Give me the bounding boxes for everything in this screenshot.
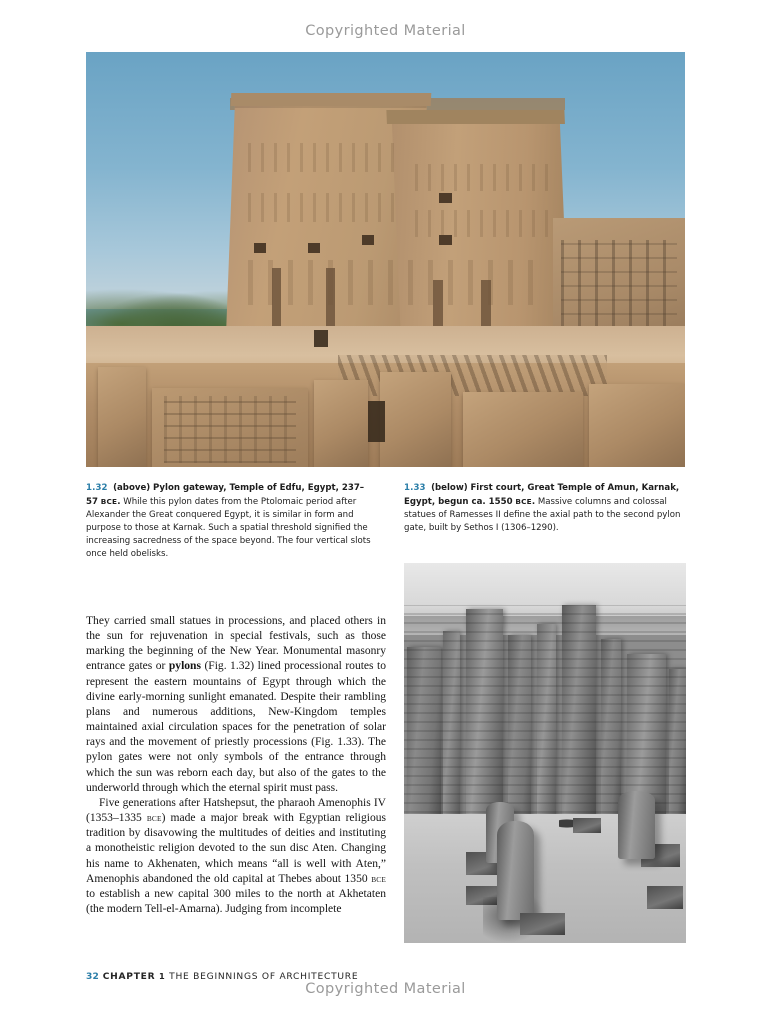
- photo-carved-panel: [164, 396, 296, 462]
- photo-ruin-block: [463, 392, 583, 467]
- photo-bw-column: [537, 624, 557, 844]
- figure-number-1-33: 1.33: [404, 483, 426, 493]
- photo-bw-column: [627, 654, 666, 814]
- photo-ruin-block: [380, 372, 452, 467]
- photo-bw-column: [407, 647, 441, 829]
- photo-pylon-window: [362, 235, 375, 245]
- figure-headline-1-33: First court, Great Temple of Amun, Karnak, Egypt, begun ca. 1550: [404, 483, 680, 508]
- body-era-2: BCE: [371, 874, 386, 884]
- body-text-column: [86, 614, 386, 917]
- footer-chapter-number: 1: [159, 971, 166, 981]
- photo-pylon-window: [439, 235, 452, 245]
- figure-headline-1-32: Pylon gateway, Temple of Edfu, Egypt, 237–57: [86, 483, 365, 508]
- photo-pylon-window: [439, 193, 452, 203]
- photo-relief-band: [415, 210, 553, 237]
- photo-pylon-window: [254, 243, 267, 253]
- figure-position-note-1-32: (above): [113, 483, 151, 493]
- figure-era-trailer-1-33: .: [531, 497, 536, 508]
- photo-bw-column: [669, 669, 686, 813]
- photo-bw-sky: [404, 563, 686, 624]
- photo-rubble: [338, 355, 608, 397]
- photo-ruin-block: [314, 380, 368, 467]
- footer-chapter-label: CHAPTER: [102, 972, 156, 982]
- photo-doorway: [314, 330, 328, 347]
- copyright-watermark-top: Copyrighted Material: [305, 23, 466, 39]
- body-paragraph-2-part-3: to establish a new capital 300 miles to the north at Akhetaten (the modern Tell-el-Amarna). Judging from incomplete: [86, 887, 386, 915]
- photo-ruin-block: [589, 384, 685, 467]
- photo-relief-band: [248, 193, 404, 222]
- copyright-watermark-bottom: Copyrighted Material: [305, 981, 466, 997]
- figure-caption-1-33: [404, 482, 689, 535]
- photo-bw-fallen-slab: [647, 886, 684, 909]
- figure-caption-1-32: [86, 482, 386, 562]
- body-paragraph-1: [86, 614, 386, 796]
- photo-bw-column: [443, 631, 460, 829]
- photo-relief-band: [248, 260, 548, 306]
- photo-bw-fallen-slab: [573, 818, 601, 833]
- figure-caption-body-1-32: While this pylon dates from the Ptolomaic period after Alexander the Great conquered Egypt, it is similar in form and purpose to those at Karnak. Such a spatial threshold signified the increasing sacredness of the space beyond. The four vertical slots once held obelisks.: [86, 497, 371, 560]
- figure-era-trailer-1-32: .: [117, 497, 121, 508]
- body-term-pylons: pylons: [168, 660, 201, 673]
- photo-relief-band: [248, 143, 404, 172]
- figure-image-1-32: [86, 52, 685, 467]
- page-number: 32: [86, 972, 100, 982]
- photo-ruin-block: [98, 367, 146, 467]
- figure-position-note-1-33: (below): [431, 483, 468, 493]
- body-paragraph-2: [86, 796, 386, 917]
- body-paragraph-2-part-2: ) made a major break with Egyptian religious tradition by disavowing the multitudes of deities and instituting a monotheistic religion devoted to the sun disc Aten. Changing his name to Akhenaten, which means “all is well with Aten,” Amenophis abandoned the old capital at Thebes about 1350: [86, 812, 386, 885]
- body-paragraph-1-part-1: They carried small statues in processions, and placed others in the sun for rejuvenation in special festivals, such as those marking the beginning of the New Year. Monumental masonry entrance gates or: [86, 615, 386, 673]
- figure-image-1-33: [404, 563, 686, 943]
- body-paragraph-1-part-2: (Fig. 1.32) lined processional routes to represent the eastern mountains of Egypt through which the divine early-morning sunlight emanated. Despite their rambling plans and numerous additions, New-Kingdom temples maintained axial circulation spaces for the penetration of solar rays and the movement of priestly processions (Fig. 1.33). The pylon gates were not only symbols of the entrance through which the sun was reborn each day, but also of the gates to the underworld through which the eternal spirit must pass.: [86, 660, 387, 794]
- footer-chapter-title: THE BEGINNINGS OF ARCHITECTURE: [169, 972, 359, 982]
- body-era-1: BCE: [146, 814, 162, 824]
- photo-village-buildings: [553, 218, 685, 343]
- figure-era-1-32: BCE: [100, 497, 118, 507]
- photo-bw-column: [562, 605, 596, 841]
- photo-pylon-window: [308, 243, 321, 253]
- photo-doorway: [368, 401, 386, 443]
- body-paragraph-2-part-1: Five generations after Hatshepsut, the pharaoh Amenophis IV (1353–1335: [86, 796, 386, 825]
- photo-bw-column-drum: [618, 791, 655, 859]
- photo-relief-band: [415, 164, 553, 191]
- figure-era-1-33: BCE: [515, 497, 532, 507]
- photo-bw-column-drum: [497, 821, 534, 920]
- figure-caption-body-1-33: Massive columns and colossal statues of Ramesses II define the axial path to the second pylon gate, built by Sethos I (1306–1290).: [404, 497, 681, 534]
- figure-number-1-32: 1.32: [86, 483, 108, 493]
- photo-bw-fallen-slab: [520, 913, 565, 936]
